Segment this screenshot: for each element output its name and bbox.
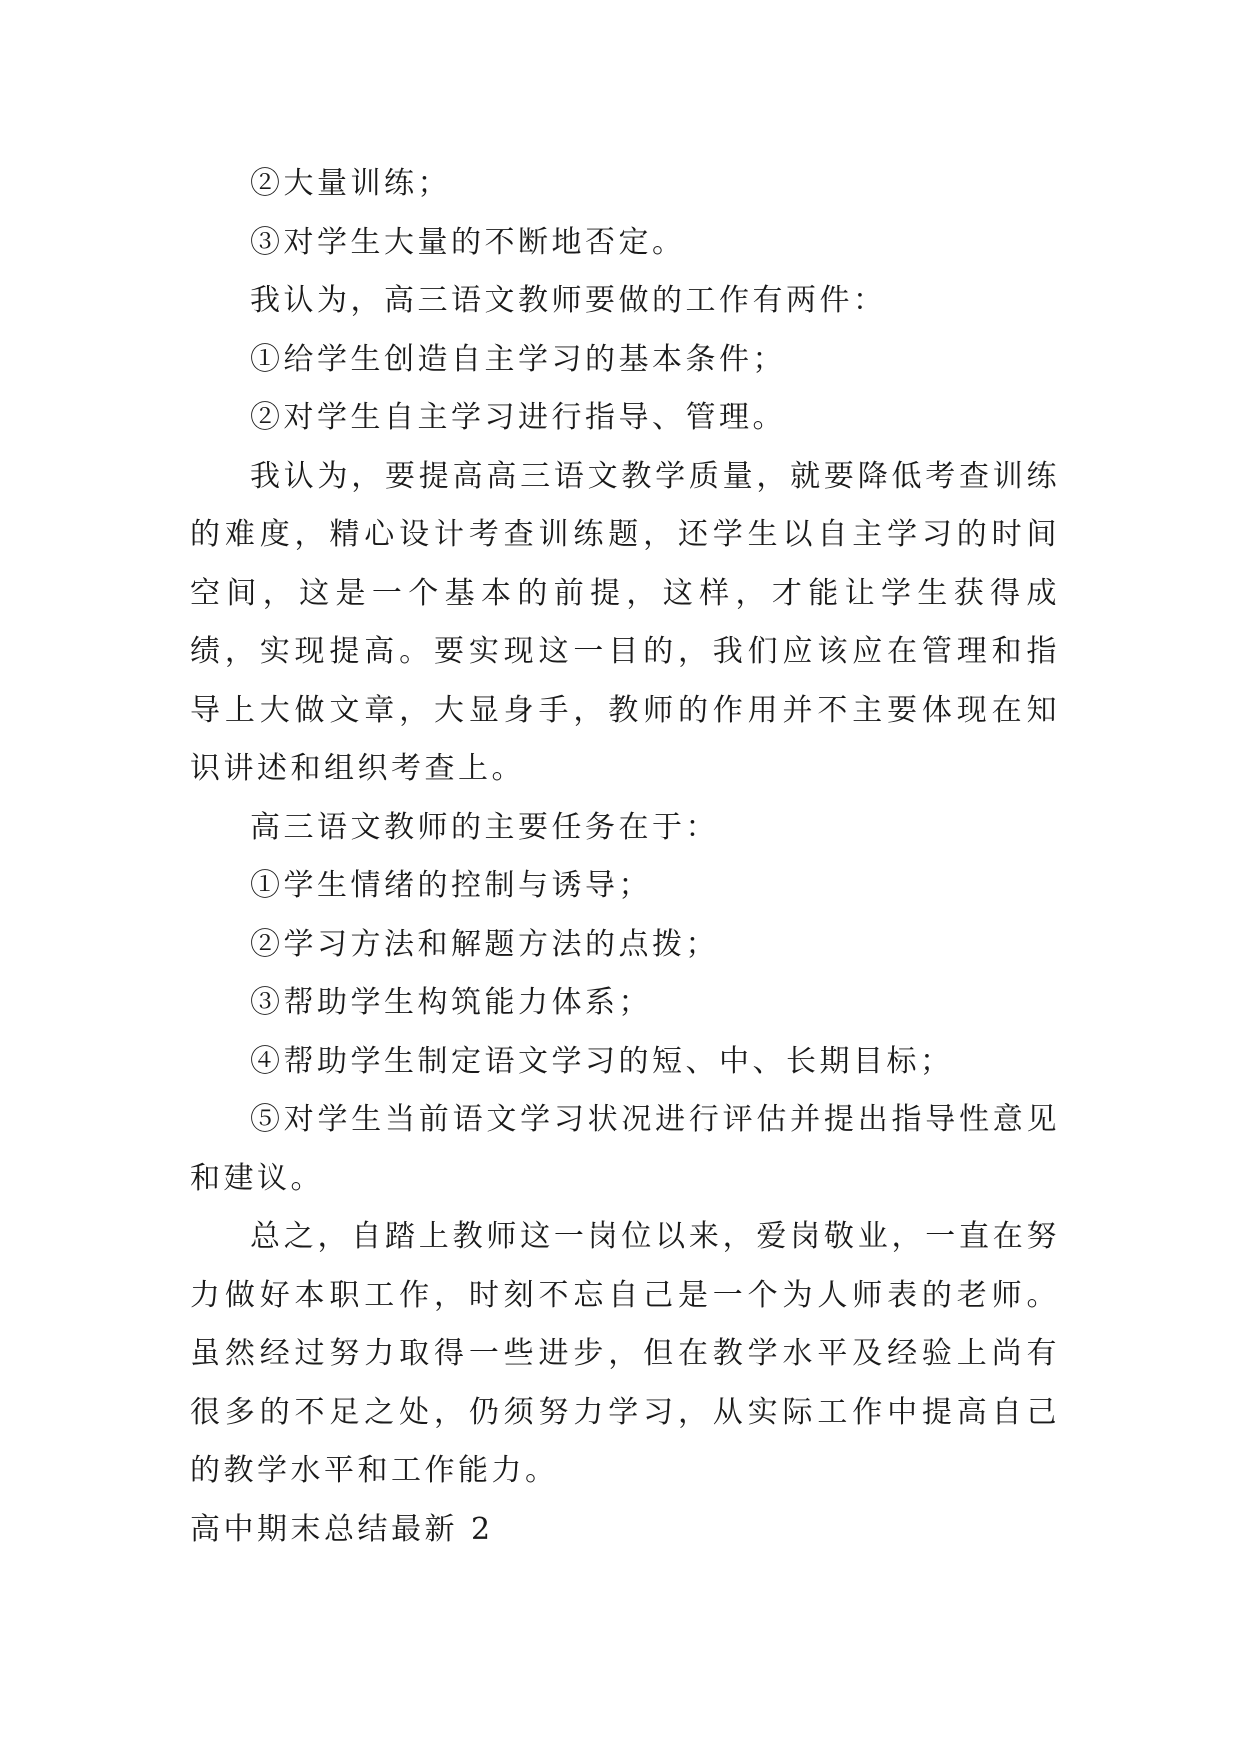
list-item: ②学习方法和解题方法的点拨； bbox=[250, 926, 719, 962]
body-paragraph: 高三语文教师的主要任务在于： bbox=[250, 809, 719, 845]
list-item: ②大量训练； bbox=[250, 166, 451, 201]
list-item: ⑤对学生当前语文学习状况进行评估并提出指导性意见和建议。 bbox=[190, 1102, 1060, 1196]
body-paragraph: 我认为，要提高高三语文教学质量，就要降低考查训练的难度，精心设计考查训练题，还学生以自主学习的时间空间，这是一个基本的前提，这样，才能让学生获得成绩，实现提高。要实现这一目的，我们应该应在管理和指导上大做文章，大显身手，教师的作用并不主要体现在知识讲述和组织考查上。 bbox=[190, 458, 1060, 786]
section-heading: 高中期末总结最新 2 bbox=[190, 1511, 494, 1547]
list-item: ③对学生大量的不断地否定。 bbox=[250, 224, 686, 260]
list-item: ③帮助学生构筑能力体系； bbox=[250, 985, 652, 1020]
list-item: ①学生情绪的控制与诱导； bbox=[250, 868, 652, 903]
body-paragraph: 我认为，高三语文教师要做的工作有两件： bbox=[250, 283, 887, 318]
list-item: ④帮助学生制定语文学习的短、中、长期目标； bbox=[250, 1043, 954, 1079]
list-item: ①给学生创造自主学习的基本条件； bbox=[250, 341, 786, 377]
list-item: ②对学生自主学习进行指导、管理。 bbox=[250, 400, 786, 435]
body-paragraph: 总之，自踏上教师这一岗位以来，爱岗敬业，一直在努力做好本职工作，时刻不忘自己是一个为人师表的老师。虽然经过努力取得一些进步，但在教学水平及经验上尚有很多的不足之处，仍须努力学习，从实际工作中提高自己的教学水平和工作能力。 bbox=[190, 1219, 1060, 1488]
document-body bbox=[190, 155, 1060, 1559]
